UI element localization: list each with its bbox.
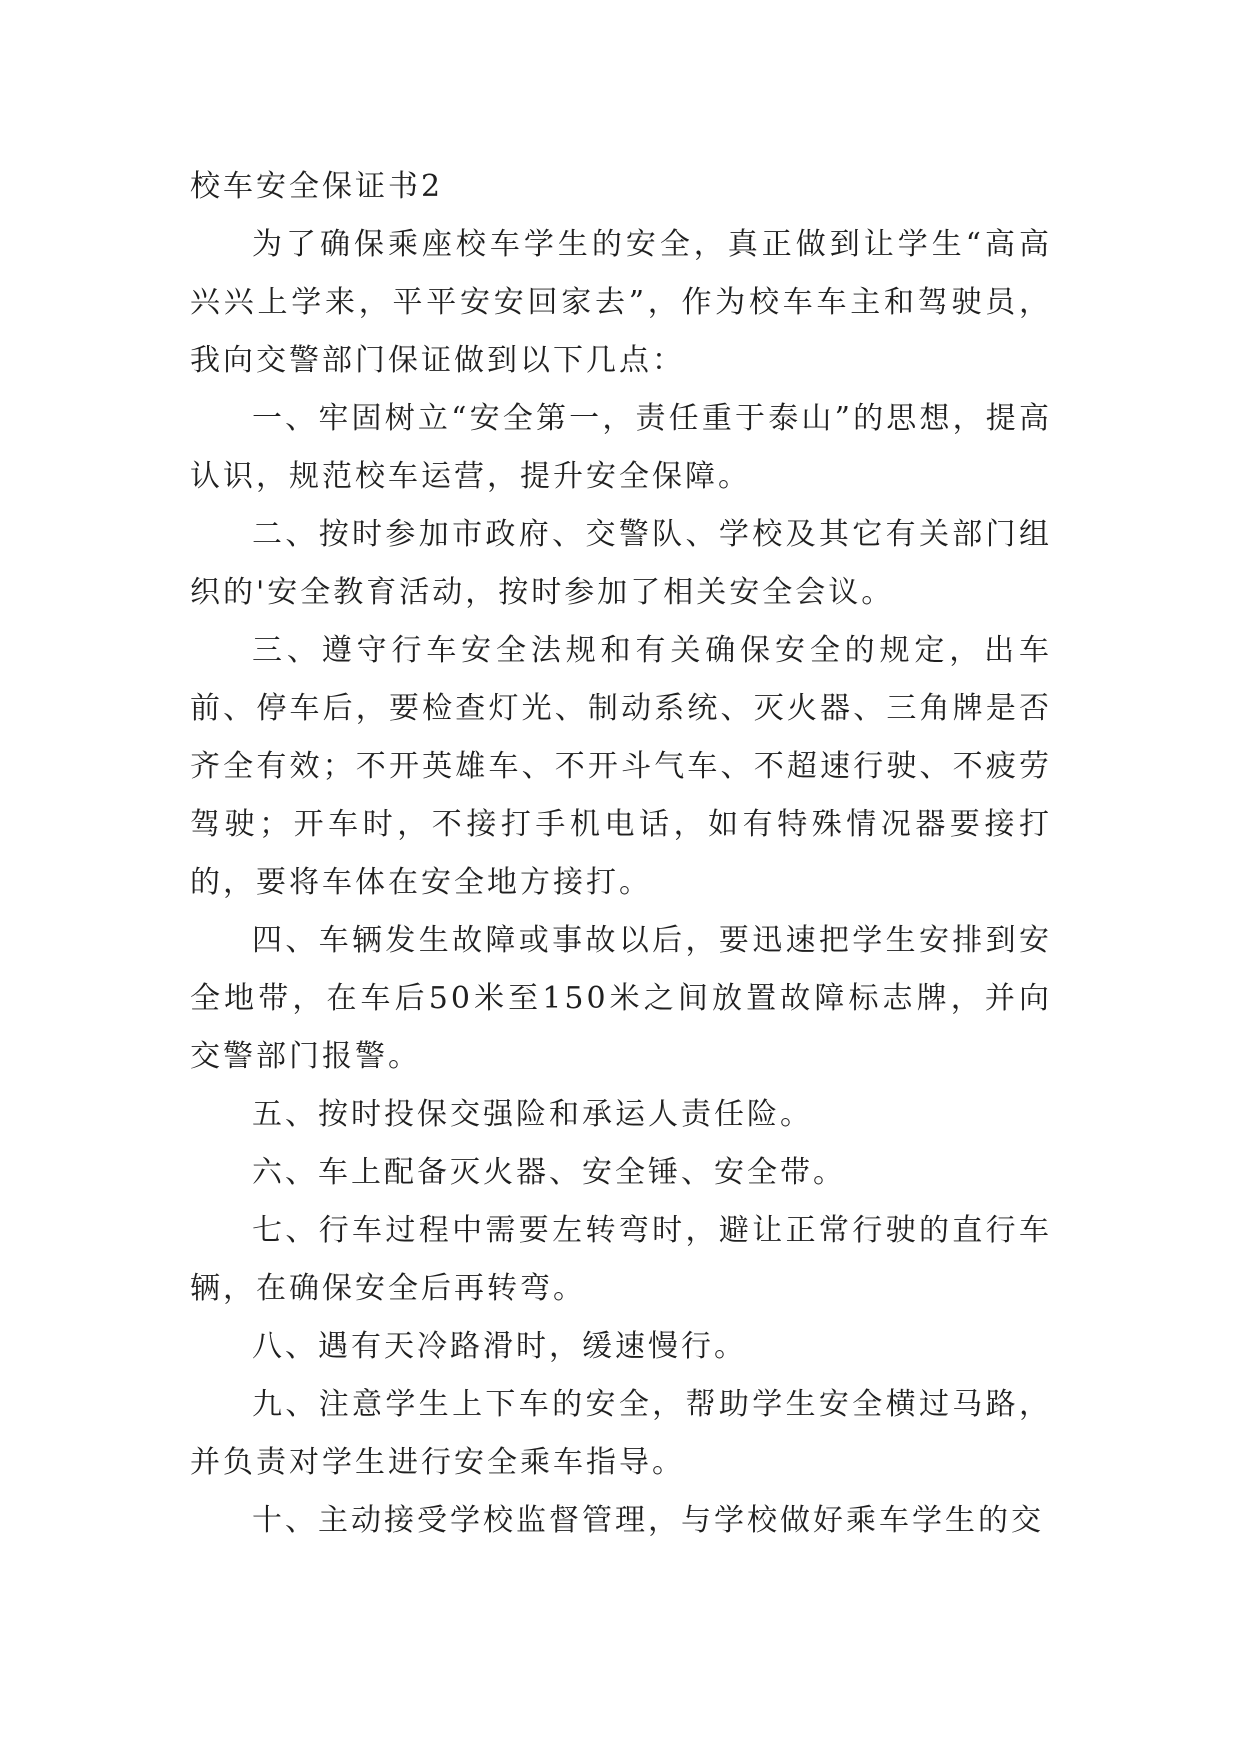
document-body — [190, 158, 1052, 1550]
paragraph-item-10: 十、主动接受学校监督管理，与学校做好乘车学生的交 — [252, 1503, 1044, 1538]
document-title: 校车安全保证书2 — [190, 169, 444, 204]
paragraph-item-9: 九、注意学生上下车的安全，帮助学生安全横过马路，并负责对学生进行安全乘车指导。 — [190, 1387, 1052, 1480]
paragraph-item-5: 五、按时投保交强险和承运人责任险。 — [252, 1097, 813, 1132]
paragraph-item-3: 三、遵守行车安全法规和有关确保安全的规定，出车前、停车后，要检查灯光、制动系统、灭火器、三角牌是否齐全有效；不开英雄车、不开斗气车、不超速行驶、不疲劳驾驶；开车时，不接打手机电话，如有特殊情况器要接打的，要将车体在安全地方接打。 — [190, 633, 1052, 900]
paragraph-item-6: 六、车上配备灭火器、安全锤、安全带。 — [252, 1155, 846, 1190]
paragraph-item-4: 四、车辆发生故障或事故以后，要迅速把学生安排到安全地带，在车后50米至150米之间放置故障标志牌，并向交警部门报警。 — [190, 923, 1052, 1074]
paragraph-item-1: 一、牢固树立“安全第一，责任重于泰山”的思想，提高认识，规范校车运营，提升安全保障。 — [190, 401, 1052, 494]
paragraph-intro: 为了确保乘座校车学生的安全，真正做到让学生“高高兴兴上学来，平平安安回家去”，作为校车车主和驾驶员，我向交警部门保证做到以下几点： — [190, 227, 1052, 378]
paragraph-item-7: 七、行车过程中需要左转弯时，避让正常行驶的直行车辆，在确保安全后再转弯。 — [190, 1213, 1052, 1306]
paragraph-item-2: 二、按时参加市政府、交警队、学校及其它有关部门组织的'安全教育活动，按时参加了相关安全会议。 — [190, 517, 1052, 610]
paragraph-item-8: 八、遇有天冷路滑时，缓速慢行。 — [252, 1329, 747, 1364]
